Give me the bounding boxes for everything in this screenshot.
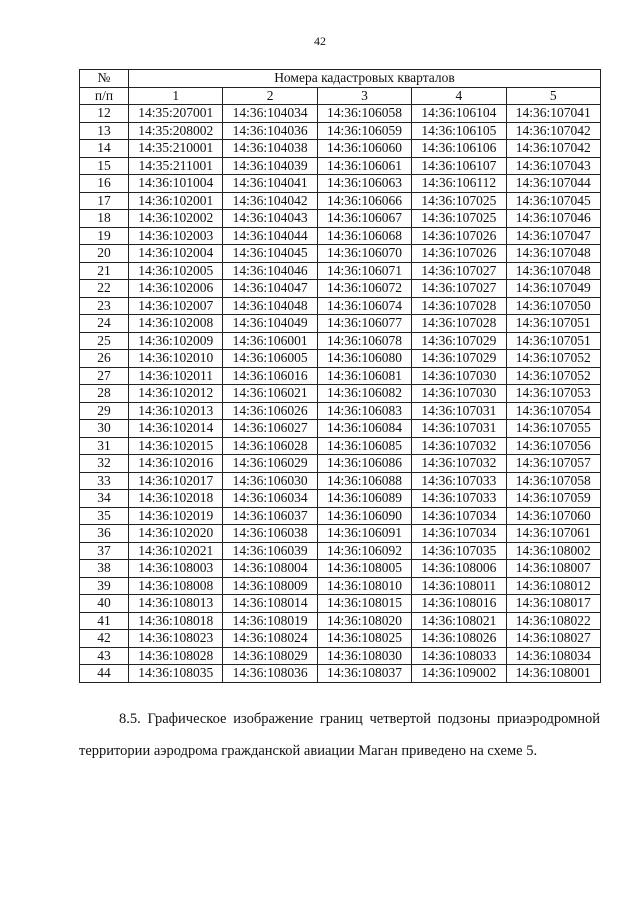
cadastral-number-cell: 14:36:106059 [317,122,411,140]
cadastral-number-cell: 14:36:108017 [506,595,600,613]
cadastral-number-cell: 14:36:107051 [506,332,600,350]
row-number: 31 [80,437,129,455]
cadastral-number-cell: 14:36:107048 [506,262,600,280]
cadastral-number-cell: 14:36:102008 [129,315,223,333]
table-header [80,70,601,105]
cadastral-number-cell: 14:36:107052 [506,367,600,385]
cadastral-number-cell: 14:36:108009 [223,577,317,595]
cadastral-number-cell: 14:36:102011 [129,367,223,385]
row-number: 25 [80,332,129,350]
cadastral-number-cell: 14:36:107042 [506,122,600,140]
cadastral-number-cell: 14:36:107034 [412,525,506,543]
cadastral-number-cell: 14:36:104041 [223,175,317,193]
cadastral-number-cell: 14:36:106104 [412,105,506,123]
cadastral-number-cell: 14:36:106091 [317,525,411,543]
table-row [80,542,601,560]
cadastral-number-cell: 14:36:107029 [412,332,506,350]
cadastral-number-cell: 14:36:102010 [129,350,223,368]
cadastral-number-cell: 14:36:107032 [412,437,506,455]
row-number: 22 [80,280,129,298]
row-number: 27 [80,367,129,385]
cadastral-number-cell: 14:36:107050 [506,297,600,315]
cadastral-number-cell: 14:36:107058 [506,472,600,490]
cadastral-number-cell: 14:36:107055 [506,420,600,438]
cadastral-number-cell: 14:36:106027 [223,420,317,438]
table-row [80,280,601,298]
cadastral-number-cell: 14:36:106070 [317,245,411,263]
cadastral-number-cell: 14:36:107041 [506,105,600,123]
cadastral-number-cell: 14:36:102020 [129,525,223,543]
table-row [80,350,601,368]
cadastral-number-cell: 14:36:102002 [129,210,223,228]
cadastral-number-cell: 14:36:107028 [412,297,506,315]
cadastral-number-cell: 14:36:104043 [223,210,317,228]
cadastral-number-cell: 14:36:108012 [506,577,600,595]
cadastral-number-cell: 14:36:107032 [412,455,506,473]
cadastral-number-cell: 14:36:106060 [317,140,411,158]
cadastral-number-cell: 14:36:106107 [412,157,506,175]
table-row [80,525,601,543]
cadastral-number-cell: 14:36:106021 [223,385,317,403]
cadastral-quarters-table [79,69,601,683]
cadastral-number-cell: 14:36:104048 [223,297,317,315]
cadastral-number-cell: 14:36:106085 [317,437,411,455]
cadastral-number-cell: 14:36:104047 [223,280,317,298]
cadastral-number-cell: 14:36:108007 [506,560,600,578]
cadastral-number-cell: 14:36:107030 [412,367,506,385]
cadastral-number-cell: 14:36:108021 [412,612,506,630]
cadastral-number-cell: 14:36:107044 [506,175,600,193]
cadastral-number-cell: 14:36:108037 [317,665,411,683]
cadastral-number-cell: 14:36:108003 [129,560,223,578]
cadastral-number-cell: 14:36:106016 [223,367,317,385]
cadastral-number-cell: 14:36:106028 [223,437,317,455]
cadastral-number-cell: 14:36:107060 [506,507,600,525]
row-number: 17 [80,192,129,210]
cadastral-number-cell: 14:36:107054 [506,402,600,420]
cadastral-number-cell: 14:36:108029 [223,647,317,665]
cadastral-number-cell: 14:36:107026 [412,245,506,263]
cadastral-number-cell: 14:36:108034 [506,647,600,665]
table-row [80,245,601,263]
cadastral-number-cell: 14:36:107057 [506,455,600,473]
cadastral-number-cell: 14:36:106082 [317,385,411,403]
cadastral-number-cell: 14:36:108004 [223,560,317,578]
cadastral-number-cell: 14:36:106090 [317,507,411,525]
cadastral-number-cell: 14:36:107033 [412,472,506,490]
table-row [80,175,601,193]
cadastral-number-cell: 14:36:104049 [223,315,317,333]
table-row [80,210,601,228]
cadastral-number-cell: 14:36:108015 [317,595,411,613]
cadastral-number-cell: 14:36:102017 [129,472,223,490]
row-number: 34 [80,490,129,508]
cadastral-number-cell: 14:36:104042 [223,192,317,210]
table-row [80,420,601,438]
cadastral-number-cell: 14:36:106071 [317,262,411,280]
cadastral-number-cell: 14:35:211001 [129,157,223,175]
cadastral-number-cell: 14:36:106086 [317,455,411,473]
table-row [80,262,601,280]
cadastral-number-cell: 14:36:108011 [412,577,506,595]
cadastral-number-cell: 14:36:102012 [129,385,223,403]
table-row [80,577,601,595]
cadastral-number-cell: 14:36:108026 [412,630,506,648]
cadastral-number-cell: 14:36:104034 [223,105,317,123]
row-number: 14 [80,140,129,158]
cadastral-number-cell: 14:36:106092 [317,542,411,560]
table-row [80,402,601,420]
cadastral-number-cell: 14:36:104038 [223,140,317,158]
cadastral-number-cell: 14:36:106105 [412,122,506,140]
cadastral-number-cell: 14:36:102009 [129,332,223,350]
cadastral-number-cell: 14:36:106001 [223,332,317,350]
column-header-2: 2 [223,87,317,105]
table-row [80,630,601,648]
row-number: 30 [80,420,129,438]
cadastral-number-cell: 14:36:107049 [506,280,600,298]
cadastral-number-cell: 14:36:107059 [506,490,600,508]
table-row [80,490,601,508]
page-number: 42 [314,34,326,48]
cadastral-number-cell: 14:36:106026 [223,402,317,420]
table-row [80,332,601,350]
cadastral-number-cell: 14:36:108008 [129,577,223,595]
column-header-4: 4 [412,87,506,105]
cadastral-number-cell: 14:36:104036 [223,122,317,140]
cadastral-number-cell: 14:36:102006 [129,280,223,298]
cadastral-number-cell: 14:36:108005 [317,560,411,578]
cadastral-number-cell: 14:36:107061 [506,525,600,543]
cadastral-number-cell: 14:36:106034 [223,490,317,508]
cadastral-number-cell: 14:36:102014 [129,420,223,438]
cadastral-number-cell: 14:36:106030 [223,472,317,490]
cadastral-number-cell: 14:36:106084 [317,420,411,438]
cadastral-number-cell: 14:36:104044 [223,227,317,245]
group-header: Номера кадастровых кварталов [129,70,601,88]
table-row [80,367,601,385]
table-row [80,472,601,490]
column-header-3: 3 [317,87,411,105]
number-subheader: п/п [80,87,129,105]
cadastral-number-cell: 14:36:107034 [412,507,506,525]
cadastral-number-cell: 14:36:106038 [223,525,317,543]
cadastral-number-cell: 14:36:102019 [129,507,223,525]
cadastral-number-cell: 14:36:108001 [506,665,600,683]
cadastral-number-cell: 14:36:107047 [506,227,600,245]
table-body [80,105,601,683]
cadastral-number-cell: 14:36:108020 [317,612,411,630]
cadastral-number-cell: 14:36:106039 [223,542,317,560]
table-row [80,612,601,630]
cadastral-number-cell: 14:36:107026 [412,227,506,245]
cadastral-number-cell: 14:36:107025 [412,192,506,210]
cadastral-number-cell: 14:36:108016 [412,595,506,613]
cadastral-number-cell: 14:36:106078 [317,332,411,350]
cadastral-number-cell: 14:36:107048 [506,245,600,263]
cadastral-number-cell: 14:36:108022 [506,612,600,630]
row-number: 36 [80,525,129,543]
cadastral-number-cell: 14:36:108023 [129,630,223,648]
cadastral-number-cell: 14:36:108014 [223,595,317,613]
table-row [80,437,601,455]
cadastral-number-cell: 14:36:102004 [129,245,223,263]
cadastral-number-cell: 14:36:108030 [317,647,411,665]
cadastral-number-cell: 14:36:106083 [317,402,411,420]
cadastral-number-cell: 14:36:108019 [223,612,317,630]
row-number: 33 [80,472,129,490]
cadastral-number-cell: 14:36:104045 [223,245,317,263]
cadastral-number-cell: 14:36:107051 [506,315,600,333]
cadastral-number-cell: 14:36:107035 [412,542,506,560]
table-row [80,192,601,210]
cadastral-number-cell: 14:36:107027 [412,262,506,280]
number-header: № [80,70,129,88]
cadastral-number-cell: 14:36:108006 [412,560,506,578]
table-row [80,647,601,665]
cadastral-number-cell: 14:36:102007 [129,297,223,315]
table-row [80,595,601,613]
cadastral-number-cell: 14:36:106068 [317,227,411,245]
table-row [80,157,601,175]
table-row [80,297,601,315]
table-row [80,105,601,123]
cadastral-number-cell: 14:36:107029 [412,350,506,368]
cadastral-number-cell: 14:36:106037 [223,507,317,525]
cadastral-number-cell: 14:36:102018 [129,490,223,508]
row-number: 15 [80,157,129,175]
cadastral-number-cell: 14:36:109002 [412,665,506,683]
cadastral-number-cell: 14:36:107027 [412,280,506,298]
cadastral-number-cell: 14:36:106106 [412,140,506,158]
cadastral-number-cell: 14:35:207001 [129,105,223,123]
table-row [80,122,601,140]
cadastral-number-cell: 14:36:106080 [317,350,411,368]
cadastral-number-cell: 14:36:107025 [412,210,506,228]
cadastral-number-cell: 14:36:102003 [129,227,223,245]
cadastral-number-cell: 14:36:106066 [317,192,411,210]
cadastral-number-cell: 14:36:101004 [129,175,223,193]
cadastral-number-cell: 14:36:107033 [412,490,506,508]
row-number: 13 [80,122,129,140]
row-number: 29 [80,402,129,420]
cadastral-number-cell: 14:36:102013 [129,402,223,420]
cadastral-number-cell: 14:36:108028 [129,647,223,665]
cadastral-number-cell: 14:36:107030 [412,385,506,403]
cadastral-number-cell: 14:36:102016 [129,455,223,473]
cadastral-number-cell: 14:36:106072 [317,280,411,298]
cadastral-number-cell: 14:35:210001 [129,140,223,158]
cadastral-number-cell: 14:36:107031 [412,402,506,420]
row-number: 20 [80,245,129,263]
cadastral-number-cell: 14:36:108024 [223,630,317,648]
cadastral-number-cell: 14:36:102021 [129,542,223,560]
row-number: 40 [80,595,129,613]
cadastral-number-cell: 14:36:108025 [317,630,411,648]
cadastral-number-cell: 14:36:108033 [412,647,506,665]
row-number: 37 [80,542,129,560]
caption-paragraph: 8.5. Графическое изображение границ четвертой подзоны приаэродромной территории аэродрома гражданской авиации Маган приведено на схеме 5. [79,710,600,759]
row-number: 18 [80,210,129,228]
cadastral-number-cell: 14:36:107031 [412,420,506,438]
table-row [80,140,601,158]
cadastral-number-cell: 14:36:107046 [506,210,600,228]
row-number: 19 [80,227,129,245]
table-row [80,315,601,333]
cadastral-number-cell: 14:36:107052 [506,350,600,368]
cadastral-number-cell: 14:36:108010 [317,577,411,595]
cadastral-number-cell: 14:36:107042 [506,140,600,158]
row-number: 24 [80,315,129,333]
cadastral-number-cell: 14:36:106077 [317,315,411,333]
row-number: 26 [80,350,129,368]
cadastral-number-cell: 14:36:106088 [317,472,411,490]
cadastral-number-cell: 14:36:106005 [223,350,317,368]
row-number: 39 [80,577,129,595]
cadastral-number-cell: 14:36:104046 [223,262,317,280]
table-row [80,455,601,473]
table-row [80,560,601,578]
cadastral-number-cell: 14:36:108018 [129,612,223,630]
cadastral-number-cell: 14:36:106029 [223,455,317,473]
cadastral-number-cell: 14:36:108013 [129,595,223,613]
cadastral-number-cell: 14:36:104039 [223,157,317,175]
row-number: 41 [80,612,129,630]
cadastral-number-cell: 14:35:208002 [129,122,223,140]
cadastral-number-cell: 14:36:107056 [506,437,600,455]
cadastral-number-cell: 14:36:106061 [317,157,411,175]
cadastral-number-cell: 14:36:108036 [223,665,317,683]
cadastral-number-cell: 14:36:106063 [317,175,411,193]
cadastral-number-cell: 14:36:102001 [129,192,223,210]
row-number: 44 [80,665,129,683]
cadastral-number-cell: 14:36:106112 [412,175,506,193]
row-number: 35 [80,507,129,525]
row-number: 16 [80,175,129,193]
cadastral-number-cell: 14:36:108035 [129,665,223,683]
table-row [80,385,601,403]
cadastral-number-cell: 14:36:102005 [129,262,223,280]
row-number: 12 [80,105,129,123]
table-row [80,507,601,525]
cadastral-number-cell: 14:36:106074 [317,297,411,315]
row-number: 28 [80,385,129,403]
column-header-5: 5 [506,87,600,105]
cadastral-number-cell: 14:36:106081 [317,367,411,385]
cadastral-number-cell: 14:36:107053 [506,385,600,403]
table-row [80,665,601,683]
cadastral-number-cell: 14:36:107028 [412,315,506,333]
cadastral-number-cell: 14:36:106058 [317,105,411,123]
cadastral-number-cell: 14:36:106089 [317,490,411,508]
cadastral-number-cell: 14:36:106067 [317,210,411,228]
column-header-1: 1 [129,87,223,105]
row-number: 21 [80,262,129,280]
row-number: 23 [80,297,129,315]
row-number: 32 [80,455,129,473]
row-number: 43 [80,647,129,665]
cadastral-number-cell: 14:36:102015 [129,437,223,455]
row-number: 42 [80,630,129,648]
table-row [80,227,601,245]
row-number: 38 [80,560,129,578]
cadastral-number-cell: 14:36:107045 [506,192,600,210]
cadastral-number-cell: 14:36:108002 [506,542,600,560]
cadastral-number-cell: 14:36:108027 [506,630,600,648]
cadastral-number-cell: 14:36:107043 [506,157,600,175]
